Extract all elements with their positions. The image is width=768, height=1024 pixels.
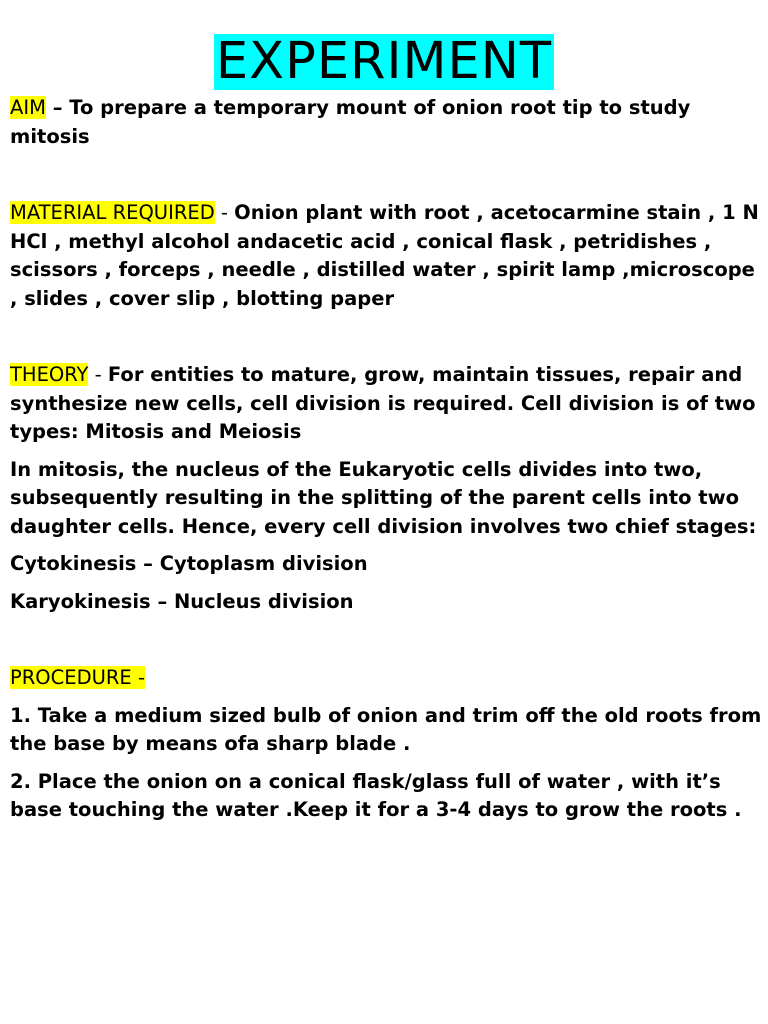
aim-separator: – — [45, 96, 63, 119]
theory-label: THEORY — [10, 363, 89, 386]
aim-label: AIM — [10, 96, 46, 119]
title-container — [0, 34, 768, 90]
procedure-heading — [10, 664, 762, 693]
materials-paragraph — [10, 199, 762, 313]
theory-paragraph — [10, 361, 762, 447]
procedure-label: PROCEDURE - — [10, 666, 145, 689]
theory-stage-karyokinesis: Karyokinesis – Nucleus division — [10, 589, 354, 613]
theory-mitosis-paragraph: In mitosis, the nucleus of the Eukaryotic cells divides into two, subsequently resulting in the splitting of the parent cells into two daughter cells. Hence, every cell division involves two chief stages: — [10, 457, 757, 538]
materials-separator: - — [214, 201, 235, 224]
materials-label: MATERIAL REQUIRED — [10, 201, 215, 224]
aim-text: To prepare a temporary mount of onion root tip to study mitosis — [10, 96, 691, 148]
document-body — [10, 94, 762, 825]
materials-text: Onion plant with root , acetocarmine stain , 1 N HCl , methyl alcohol andacetic acid , conical flask , petridishes , scissors , forceps , needle , distilled water , spirit lamp ,microscope , slides , cover slip , blotting paper — [10, 201, 759, 310]
procedure-step-1: 1. Take a medium sized bulb of onion and trim off the old roots from the base by means ofa sharp blade . — [10, 703, 762, 755]
theory-separator: - — [88, 363, 108, 386]
page-title: EXPERIMENT — [215, 32, 553, 91]
theory-stage-cytokinesis: Cytokinesis – Cytoplasm division — [10, 552, 368, 575]
procedure-step-2: 2. Place the onion on a conical flask/glass full of water , with it’s base touching the water .Keep it for a 3-4 days to grow the roots . — [10, 769, 742, 821]
aim-paragraph — [10, 94, 762, 151]
theory-text: For entities to mature, grow, maintain tissues, repair and synthesize new cells, cell division is required. Cell division is of two types: Mitosis and Meiosis — [10, 363, 756, 443]
